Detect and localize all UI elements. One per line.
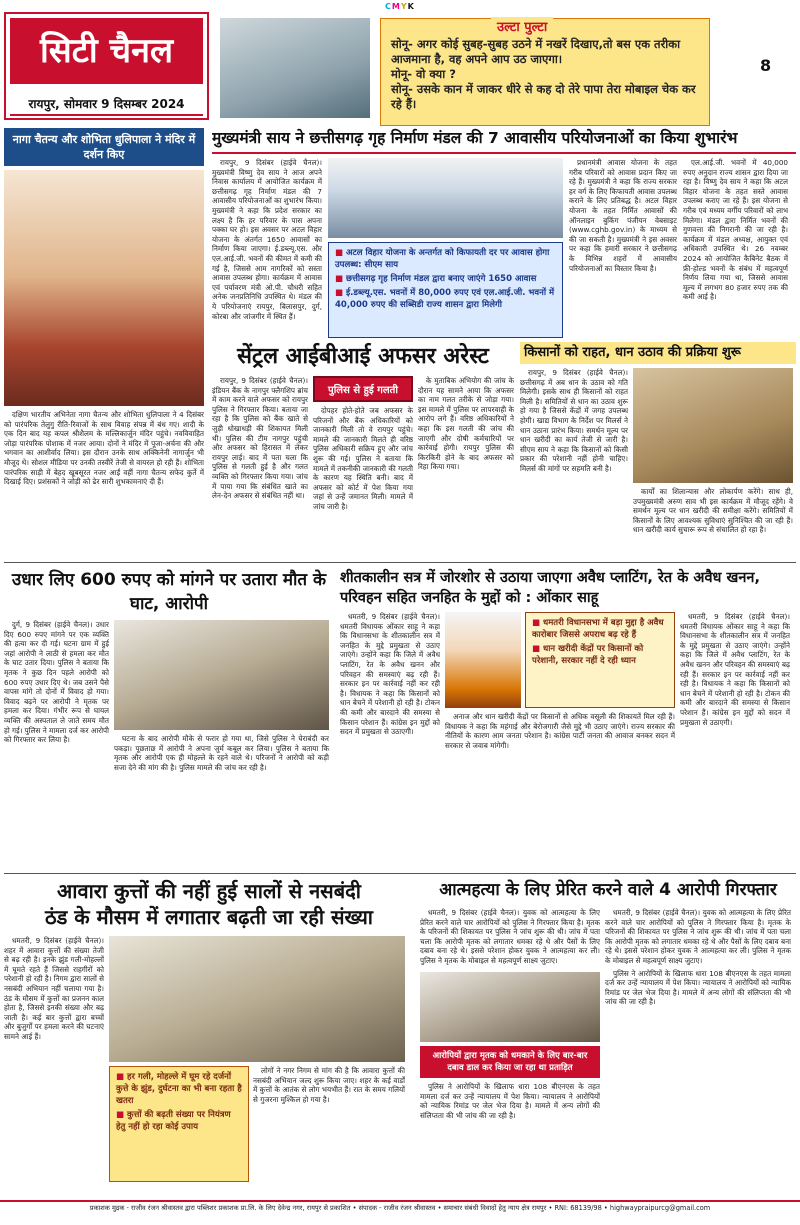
dogs-headline-1: आवारा कुत्तों की नहीं हुई सालों से नसबंदी: [57, 879, 361, 903]
highlight: ■ छत्तीसगढ़ गृह निर्माण मंडल द्वारा बनाए जाएंगे 1650 आवास: [335, 273, 556, 285]
press-color-mark: CMYK: [385, 2, 415, 11]
kisan-body: रायपुर, 9 दिसंबर (हाईवे चैनल)। छत्तीसगढ़ में अब धान के उठाव को गति मिलेगी। इसके साथ ही किसानों को राहत मिली है। समितियों से धान का उठाव शुरू हो गया है जिससे केंद्रों में जगह उपलब्ध होगी। खाद्य विभाग के निर्देश पर मिलर्स ने धान उठाना प्रारंभ किया। समर्थन मूल्य पर धान खरीदी का कार्य तेजी से जारी है। सीएम साय ने कहा कि किसानों को किसी प्रकार की परेशानी नहीं होनी चाहिए। मिलर्स की मांगों पर सहमति बनी है।: [520, 368, 628, 473]
ias-article: [212, 342, 514, 557]
suicide-headline: आत्महत्या के लिए प्रेरित करने वाले 4 आरोपी गिरफ्तार: [439, 880, 777, 900]
kisan-headline: किसानों को राहत, धान उठाव की प्रक्रिया शुरू: [520, 342, 796, 364]
udhar-col2: घटना के बाद आरोपी मौके से फरार हो गया था, जिसे पुलिस ने घेराबंदी कर पकड़ा। पूछताछ में आरोपी ने अपना जुर्म कबूल कर लिया। पुलिस ने बताया कि मृतक और आरोपी एक ही मोहल्ले के रहने वाले थे। परिजनों ने आरोपी को कड़ी सजा देने की मांग की है। पुलिस मामले की जांच कर रही है।: [114, 734, 329, 772]
sai-photo: [328, 158, 563, 238]
sheet-col1: धमतरी, 9 दिसंबर (हाईवे चैनल)। धमतरी विधायक ओंकार साहू ने कहा कि विधानसभा के शीतकालीन सत्र में जनहित के मुद्दे प्रमुखता से उठाए जाएंगे। उन्होंने कहा कि जिले में अवैध प्लाटिंग, रेत के अवैध खनन और परिवहन की समस्याएं बढ़ रही हैं। सरकार इन पर कार्रवाई नहीं कर रही है। विधायक ने कहा कि किसानों को धान बेचने में परेशानी हो रही है। टोकन की कमी और बारदाने की समस्या से किसान परेशान हैं। कांग्रेस इन मुद्दों को सदन में प्रमुखता से उठाएगी।: [340, 612, 440, 737]
rule: [4, 562, 796, 563]
sai-col2: प्रधानमंत्री आवास योजना के तहत गरीब परिवारों को आवास प्रदान किए जा रहे हैं। मुख्यमंत्री ने कहा कि राज्य सरकार हर वर्ग के लिए किफायती आवास उपलब्ध कराने के लिए प्रतिबद्ध है। अटल विहार योजना के तहत निर्मित आवासों की ऑनलाइन बुकिंग पंजीयन वेबसाइट (www.cghb.gov.in) के माध्यम से की जा सकती है। मुख्यमंत्री ने इस अवसर पर कहा कि हमारी सरकार ने छत्तीसगढ़ के विभिन्न शहरों में आवासीय परियोजनाओं का विस्तार किया है।: [569, 158, 677, 273]
highlight: ■ धान खरीदी केंद्रों पर किसानों को परेशानी, सरकार नहीं दे रही ध्यान: [532, 643, 668, 667]
dogs-headline-2: ठंड के मौसम में लगातार बढ़ती जा रही संख्या: [45, 905, 373, 929]
suicide-col2: धमतरी, 9 दिसंबर (हाईवे चैनल)। युवक को आत्महत्या के लिए प्रेरित करने वाले चार आरोपियों को पुलिस ने गिरफ्तार किया है। मृतक के परिजनों की शिकायत पर पुलिस ने जांच शुरू की थी। जांच में पता चला कि आरोपी मृतक को लगातार धमका रहे थे और पैसों के लिए दबाव बना रहे थे। इससे परेशान होकर युवक ने आत्महत्या कर ली। पुलिस ने मृतक के मोबाइल से महत्वपूर्ण साक्ष्य जुटाए। पुलिस ने आरोपियों के खिलाफ धारा 108 बीएनएस के तहत मामला दर्ज कर उन्हें न्यायालय में पेश किया। न्यायालय ने आरोपियों को न्यायिक रिमांड पर जेल भेज दिया है। मामले में अन्य लोगों की संलिप्तता की भी जांच की जा रही है।: [605, 908, 791, 1007]
ulta-pulta-box: [380, 18, 710, 126]
udhar-headline: उधार लिए 600 रुपए को मांगने पर उतारा मौत के घाट, आरोपी: [11, 570, 327, 614]
kisan-col2: कार्यों का शिलान्यास और लोकार्पण करेंगे। साथ ही, उपमुख्यमंत्री अरुण साव भी इस कार्यक्रम में मौजूद रहेंगे। वे समर्थन मूल्य पर धान खरीदी की समीक्षा करेंगे। समितियों में किसानों के लिए आवश्यक सुविधाएं सुनिश्चित की जा रही हैं। धान खरीदी कार्य सुचारू रूप से संचालित हो रहा है।: [633, 487, 793, 535]
ias-headline: सेंट्रल आईबीआई अफसर अरेस्ट: [237, 344, 489, 369]
ias-col2: दोपहर होते-होते जब अफसर के परिजनों और बैंक अधिकारियों को जानकारी मिली तो वे रायपुर पहुंचे। मामले की जानकारी मिलते ही वरिष्ठ पुलिस अधिकारी सक्रिय हुए और जांच शुरू की गई। पुलिस ने बताया कि मामले में तकनीकी जानकारी की गलती के कारण यह स्थिति बनी। बाद में अफसर को कोर्ट में पेश किया गया जहां से उन्हें जमानत मिली। मामले में जांच जारी है।: [313, 406, 413, 511]
rule: [212, 152, 796, 154]
naga-headline: नागा चैतन्य और शोभिता धुलिपाला ने मंदिर में दर्शन किए: [4, 128, 204, 166]
masthead-date: रायपुर, सोमवार 9 दिसम्बर 2024: [28, 97, 185, 111]
sai-col1: रायपुर, 9 दिसंबर (हाईवे चैनल)। मुख्यमंत्री विष्णु देव साय ने आज अपने निवास कार्यालय में आयोजित कार्यक्रम में छत्तीसगढ़ गृह निर्माण मंडल की 7 आवासीय परियोजनाओं का शुभारंभ किया। मुख्यमंत्री ने कहा कि प्रदेश सरकार का लक्ष्य है कि हर परिवार के पास अपना पक्का घर हो। इस अवसर पर अटल विहार योजना के अंतर्गत 1650 आवासों का निर्माण किया जाएगा। ई.डब्ल्यू.एस. और एल.आई.जी. भवनों की कीमत में कमी की गई है, जिससे आम नागरिकों को सस्ता आवास उपलब्ध होगा। कार्यक्रम में आवास एवं पर्यावरण मंत्री ओ.पी. चौधरी सहित अनेक जनप्रतिनिधि उपस्थित थे। मंडल की ये परियोजनाएं रायपुर, बिलासपुर, दुर्ग, कोरबा और जांजगीर में स्थित हैं।: [212, 158, 322, 321]
ulta-pulta-tag: उल्टा पुल्टा: [491, 17, 553, 35]
sheet-col2: अनाज और धान खरीदी केंद्रों पर किसानों से अधिक वसूली की शिकायतें मिल रही हैं। विधायक ने कहा कि महंगाई और बेरोजगारी जैसे मुद्दे भी उठाए जाएंगे। राज्य सरकार की नीतियों के कारण आम जनता परेशान है। कांग्रेस पार्टी जनता की आवाज बनकर सदन में सरकार से जवाब मांगेगी।: [445, 712, 675, 750]
ias-badge: पुलिस से हुई गलती: [313, 376, 413, 402]
udhar-article: [4, 568, 334, 868]
highlight: ■ अटल विहार योजना के अन्तर्गत को किफायती दर पर आवास होगा उपलब्ध: सीएम साय: [335, 247, 556, 271]
page-number: 8: [760, 56, 772, 75]
ulta-line: मोनू- वो क्या ?: [391, 67, 456, 81]
masthead-title: सिटी चैनल: [10, 18, 203, 84]
sai-headline: मुख्यमंत्री साय ने छत्तीसगढ़ गृह निर्माण मंडल की 7 आवासीय परियोजनाओं का किया शुभारंभ: [212, 129, 738, 147]
ulta-pulta-photo: [220, 18, 370, 118]
ulta-line: सोनू- अगर कोई सुबह-सुबह उठने में नखरें दिखाए,तो बस एक तरीका आजमाना है, वह अपने आप उठ जाएगा।: [391, 37, 681, 66]
rule: [4, 873, 796, 874]
naga-photo: [4, 170, 204, 406]
sai-highlights: [328, 242, 563, 338]
dogs-photo: [109, 936, 405, 1062]
udhar-photo: [114, 620, 329, 730]
sheet-portrait: [445, 612, 521, 708]
dogs-col1: धमतरी, 9 दिसंबर (हाईवे चैनल)। शहर में आवारा कुत्तों की संख्या तेजी से बढ़ रही है। इनके झुंड गली-मोहल्लों में घूमते रहते हैं जिससे राहगीरों को परेशानी हो रही है। निगम द्वारा सालों से नसबंदी अभियान नहीं चलाया गया है। ठंड के मौसम में कुत्तों का प्रजनन काल होता है, जिससे इनकी संख्या और बढ़ जाती है। कई बार कुत्तों द्वारा बच्चों और बुजुर्गों पर हमला करने की घटनाएं सामने आई हैं।: [4, 936, 104, 1041]
ias-col1: रायपुर, 9 दिसंबर (हाईवे चैनल)। इंडियन बैंक के नागपुर फ्लैगशिप ब्रांच में काम करने वाले अफसर को रायपुर पुलिस ने गिरफ्तार किया। बताया जा रहा है कि पुलिस को बैंक खाते से जुड़ी धोखाधड़ी की शिकायत मिली थी। पुलिस की टीम नागपुर पहुंची और अफसर को हिरासत में लेकर रायपुर लाई। बाद में पता चला कि पुलिस से गलती हुई है और गलत व्यक्ति को गिरफ्तार किया गया। जांच में पाया गया कि संबंधित खाते का लेन-देन अफसर से संबंधित नहीं था।: [212, 376, 308, 501]
masthead: [4, 12, 209, 120]
suicide-badge: आरोपियों द्वारा मृतक को धमकाने के लिए बार-बार दबाव डाल कर किया जा रहा था प्रताड़ित: [420, 1046, 600, 1078]
ias-col3: के मुताबिक अभियोग की जांच के दौरान यह सामने आया कि अफसर का नाम गलत तरीके से जोड़ा गया। इस मामले में पुलिस पर लापरवाही के आरोप लगे हैं। वरिष्ठ अधिकारियों ने कहा कि इस गलती की जांच की जाएगी और दोषी कर्मचारियों पर कार्रवाई होगी। रायपुर पुलिस की किरकिरी होने के बाद अफसर को रिहा किया गया।: [418, 376, 514, 472]
sai-article: [212, 128, 796, 338]
dogs-article: [4, 878, 414, 1196]
ulta-line: सोनू- उसके कान में जाकर धीरे से कह दो तेरे पापा तेरा मोबाइल चेक कर रहे हैं।: [391, 82, 696, 111]
naga-body: दक्षिण भारतीय अभिनेता नागा चैतन्य और शोभिता धुलिपाला ने 4 दिसंबर को पारंपरिक तेलुगु रीति-रिवाजों के साथ विवाह संपन्न में बंध गए। शादी के एक दिन बाद यह कपल श्रीशैलम के मल्लिकार्जुन मंदिर पहुंचे। नवविवाहित जोड़ा पारंपरिक पोशाक में नजर आया। दोनों ने मंदिर में पूजा-अर्चना की और भगवान का आशीर्वाद लिया। इस दौरान उनके साथ अक्किनेनी नागार्जुन भी मौजूद थे। सोशल मीडिया पर उनकी तस्वीरें तेजी से वायरल हो रही हैं। शोभिता पारंपरिक साड़ी में बेहद खूबसूरत नजर आईं वहीं नागा चैतन्य सफेद कुर्ते में दिखाई दिए। प्रशंसकों ने जोड़ी को ढेर सारी शुभकामनाएं दी हैं।: [4, 410, 204, 487]
sai-col3: एल.आई.जी. भवनों में 40,000 रुपए अनुदान राज्य शासन द्वारा दिया जा रहा है। विष्णु देव साय ने कहा कि अटल विहार योजना के तहत सस्ते आवास उपलब्ध कराए जा रहे हैं। इस योजना से गरीब एवं मध्यम वर्गीय परिवारों को लाभ मिलेगा। मंडल द्वारा निर्मित भवनों की गुणवत्ता की निगरानी की जा रही है। कार्यक्रम में मंडल अध्यक्ष, आयुक्त एवं अधिकारी उपस्थित थे। 26 नवम्बर 2024 को आयोजित कैबिनेट बैठक में फ्री-होल्ड भवनों के संबंध में महत्वपूर्ण निर्णय लिया गया था, जिससे आवास मूल्य में लगभग 80 हजार रुपए तक की कमी आई है।: [683, 158, 788, 302]
sheet-col3: धमतरी, 9 दिसंबर (हाईवे चैनल)। धमतरी विधायक ओंकार साहू ने कहा कि विधानसभा के शीतकालीन सत्र में जनहित के मुद्दे प्रमुखता से उठाए जाएंगे। उन्होंने कहा कि जिले में अवैध प्लाटिंग, रेत के अवैध खनन और परिवहन की समस्याएं बढ़ रही हैं। सरकार इन पर कार्रवाई नहीं कर रही है। विधायक ने कहा कि किसानों को धान बेचने में परेशानी हो रही है। टोकन की कमी और बारदाने की समस्या से किसान परेशान हैं। कांग्रेस इन मुद्दों को सदन में प्रमुखता से उठाएगी।: [680, 612, 790, 727]
kisan-photo: [633, 368, 793, 483]
sheet-highlights: [525, 612, 675, 708]
suicide-col1: धमतरी, 9 दिसंबर (हाईवे चैनल)। युवक को आत्महत्या के लिए प्रेरित करने वाले चार आरोपियों को पुलिस ने गिरफ्तार किया है। मृतक के परिजनों की शिकायत पर पुलिस ने जांच शुरू की थी। जांच में पता चला कि आरोपी मृतक को लगातार धमका रहे थे और पैसों के लिए दबाव बना रहे थे। इससे परेशान होकर युवक ने आत्महत्या कर ली। पुलिस ने मृतक के मोबाइल से महत्वपूर्ण साक्ष्य जुटाए।: [420, 908, 600, 965]
naga-article: [4, 128, 204, 573]
suicide-article: [420, 878, 796, 1196]
highlight: ■ हर गली, मोहल्ले में घूम रहे दर्जनों कुत्ते के झुंड, दुर्घटना का भी बना रहता है खतरा: [116, 1071, 242, 1107]
suicide-col1b: पुलिस ने आरोपियों के खिलाफ धारा 108 बीएनएस के तहत मामला दर्ज कर उन्हें न्यायालय में पेश किया। न्यायालय ने आरोपियों को न्यायिक रिमांड पर जेल भेज दिया है। मामले में अन्य लोगों की संलिप्तता की भी जांच की जा रही है।: [420, 1082, 600, 1120]
highlight: ■ कुत्तों की बढ़ती संख्या पर नियंत्रण हेतु नहीं हो रहा कोई उपाय: [116, 1109, 242, 1133]
suicide-photo: [420, 972, 600, 1042]
sheet-headline: शीतकालीन सत्र में जोरशोर से उठाया जाएगा अवैध प्लाटिंग, रेत के अवैध खनन, परिवहन सहित जनहित के मुद्दों को : ओंकार साहू: [340, 570, 760, 606]
masthead-rule: [10, 114, 203, 116]
imprint-footer: प्रकाशक मुद्रक - राजीव रंजन श्रीवास्तव द्वारा पब्लिशर प्रकाशक प्रा.लि. के लिए देवेन्द्र नगर, रायपुर से प्रकाशित • संपादक - राजीव रंजन श्रीवास्तव • समाचार संबंधी विवादों हेतु न्याय क्षेत्र रायपुर • RNI: 68139/98 • highwaypraipurcg@gmail.com: [0, 1200, 800, 1225]
highlight: ■ ई.डब्ल्यू.एस. भवनों में 80,000 रुपए एवं एल.आई.जी. भवनों में 40,000 रुपए की सब्सिडी राज्य शासन द्वारा मिलेगी: [335, 287, 556, 311]
sheet-article: [340, 568, 796, 868]
highlight: ■ धमतरी विधानसभा में बड़ा मुद्दा है अवैध कारोबार जिससे अपराध बढ़ रहे हैं: [532, 617, 668, 641]
dogs-highlights: [109, 1066, 249, 1182]
udhar-col1: दुर्ग, 9 दिसंबर (हाईवे चैनल)। उधार दिए 600 रुपए मांगने पर एक व्यक्ति की हत्या कर दी गई। घटना ग्राम में हुई जहां आरोपी ने लाठी से हमला कर मौत के घाट उतार दिया। पुलिस ने बताया कि मृतक ने कुछ दिन पहले आरोपी को 600 रुपए उधार दिए थे। जब उसने पैसे वापस मांगे तो दोनों में विवाद हो गया। विवाद बढ़ने पर आरोपी ने मृतक पर हमला कर दिया। गंभीर रूप से घायल व्यक्ति की अस्पताल ले जाते समय मौत हो गई। पुलिस ने मामला दर्ज कर आरोपी को गिरफ्तार कर लिया है।: [4, 620, 109, 745]
dogs-col2: लोगों ने नगर निगम से मांग की है कि आवारा कुत्तों की नसबंदी अभियान जल्द शुरू किया जाए। शहर के कई वार्डों में कुत्तों के आतंक से लोग भयभीत हैं। रात के समय गलियों से गुजरना मुश्किल हो गया है।: [253, 1066, 405, 1104]
kisan-article: [520, 342, 796, 557]
